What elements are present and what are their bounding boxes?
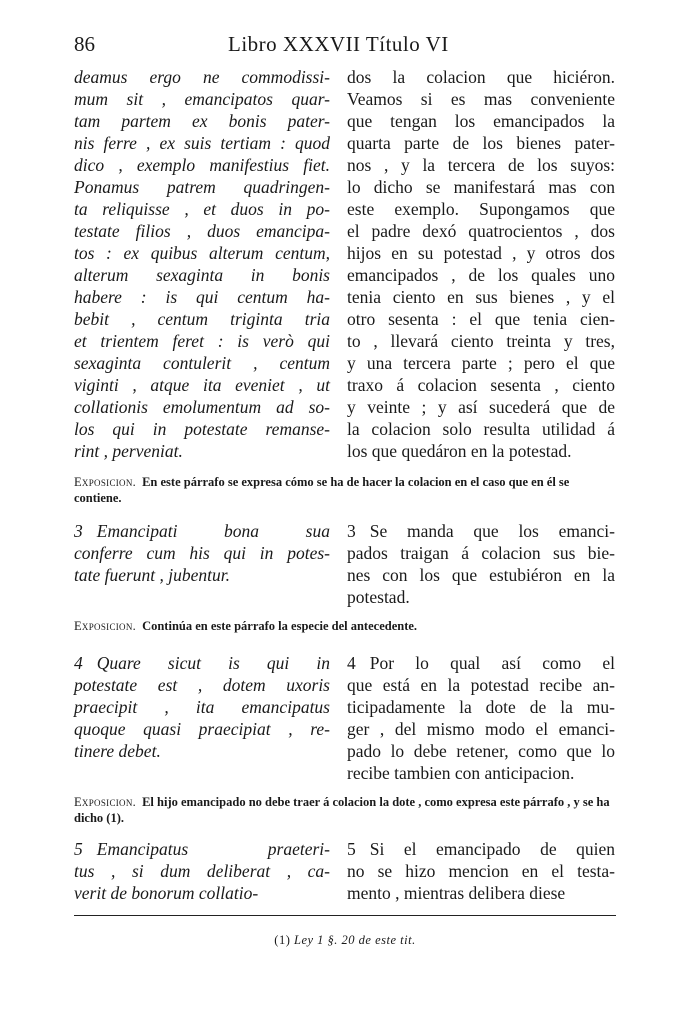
paragraph-number: 5 [347, 839, 356, 859]
exposicion-label: Exposicion. [74, 475, 137, 489]
text-line: habere : is qui centum ha- [74, 287, 330, 307]
text-line: tinere debet. [74, 741, 161, 761]
paragraph-5 [0, 838, 682, 908]
page-number: 86 [74, 32, 95, 56]
paragraph-number: 3 [74, 521, 83, 541]
text-line [74, 838, 330, 860]
text-line: emancipados , de los quales uno [347, 265, 615, 285]
text-line: viginti , atque ita eveniet , ut [74, 375, 330, 395]
text-line: pados traigan á colacion sus bie- [347, 543, 615, 563]
text-line: testate filios , duos emancipa- [74, 221, 330, 241]
exposicion-3 [74, 794, 616, 826]
text-line: lo dicho se manifestará mas con [347, 177, 615, 197]
paragraph-number: 4 [74, 653, 83, 673]
footnote-divider [74, 915, 616, 916]
text-line: nes con los que estubiéron en la [347, 565, 615, 585]
text-line [74, 652, 330, 674]
paragraph-number: 3 [347, 521, 356, 541]
latin-column [74, 66, 330, 462]
line-text: Quare sicut is qui in [96, 653, 330, 673]
text-line: ticipadamente la dote de la mu- [347, 697, 615, 717]
footnote-text: Ley 1 §. 20 de este tit. [294, 933, 416, 947]
paragraph-number: 5 [74, 839, 83, 859]
text-line: rint , perveniat. [74, 441, 183, 461]
text-line: traxo á colacion sesenta , ciento [347, 375, 615, 395]
text-line: tam partem ex bonis pater- [74, 111, 330, 131]
paragraph-3 [0, 520, 682, 610]
text-line: recibe tambien con anticipacion. [347, 763, 575, 783]
text-line: collationis emolumentum ad so- [74, 397, 330, 417]
text-line: ger , del mismo modo el emanci- [347, 719, 615, 739]
text-line: tate fuerunt , jubentur. [74, 565, 231, 585]
footnote-marker: (1) [274, 933, 291, 947]
text-line: verit de bonorum collatio- [74, 883, 259, 903]
text-line: la colacion solo resulta utilidad á [347, 419, 615, 439]
exposicion-2 [74, 618, 616, 634]
text-line: quarta parte de los bienes pater- [347, 133, 615, 153]
text-line: dico , exemplo manifestius fiet. [74, 155, 330, 175]
text-line: Veamos si es mas conveniente [347, 89, 615, 109]
text-line: y una tercera parte ; pero el que [347, 353, 615, 373]
text-line: deamus ergo ne commodissi- [74, 67, 330, 87]
text-line: este exemplo. Supongamos que [347, 199, 615, 219]
text-line: otro sesenta : el que tenia cien- [347, 309, 615, 329]
spanish-column [347, 66, 615, 462]
exposicion-text: El hijo emancipado no debe traer á colacion la dote , como expresa este párrafo , y se ha dicho (1). [74, 795, 610, 825]
text-line: tos : ex quibus alterum centum, [74, 243, 330, 263]
text-line: praecipit , ita emancipatus [74, 697, 330, 717]
latin-column [74, 838, 330, 904]
text-line: sexaginta contulerit , centum [74, 353, 330, 373]
text-line: los qui in potestate remanse- [74, 419, 330, 439]
paragraph-2 [0, 66, 682, 466]
text-line [347, 520, 615, 542]
line-text: Se manda que los emanci- [369, 521, 615, 541]
paragraph-4 [0, 652, 682, 786]
text-line: conferre cum his qui in potes- [74, 543, 330, 563]
exposicion-text: Continúa en este párrafo la especie del antecedente. [142, 619, 418, 633]
line-text: Emancipatus praeteri- [96, 839, 330, 859]
text-line: no se hizo mencion en el testa- [347, 861, 615, 881]
text-line: et trientem feret : is verò qui [74, 331, 330, 351]
text-line: que está en la potestad recibe an- [347, 675, 615, 695]
text-line: to , llevará ciento treinta y tres, [347, 331, 615, 351]
spanish-column [347, 838, 615, 904]
page-header [68, 32, 616, 62]
text-line [347, 652, 615, 674]
footnote [74, 933, 616, 948]
line-text: Si el emancipado de quien [369, 839, 615, 859]
exposicion-text: En este párrafo se expresa cómo se ha de hacer la colacion en el caso que en él se contiene. [74, 475, 570, 505]
text-line: el padre dexó quatrocientos , dos [347, 221, 615, 241]
text-line [74, 520, 330, 542]
spanish-column [347, 652, 615, 784]
text-line: bebit , centum triginta tria [74, 309, 330, 329]
exposicion-1 [74, 474, 616, 506]
running-title: Libro XXXVII Título VI [228, 32, 449, 56]
text-line: potestate est , dotem uxoris [74, 675, 330, 695]
text-line: quoque quasi praecipiat , re- [74, 719, 330, 739]
text-line: alterum sexaginta in bonis [74, 265, 330, 285]
line-text: Por lo qual así como el [369, 653, 615, 673]
text-line [347, 838, 615, 860]
text-line: los que quedáron en la potestad. [347, 441, 572, 461]
text-line: mum sit , emancipatos quar- [74, 89, 330, 109]
spanish-column [347, 520, 615, 608]
text-line: mento , mientras delibera diese [347, 883, 566, 903]
text-line: nis ferre , ex suis tertiam : quod [74, 133, 330, 153]
text-line: dos la colacion que hiciéron. [347, 67, 615, 87]
text-line: y veinte ; y así sucederá que de [347, 397, 615, 417]
text-line: tus , si dum deliberat , ca- [74, 861, 330, 881]
paragraph-number: 4 [347, 653, 356, 673]
latin-column [74, 652, 330, 762]
text-line: Ponamus patrem quadringen- [74, 177, 330, 197]
exposicion-label: Exposicion. [74, 795, 137, 809]
latin-column [74, 520, 330, 586]
text-line: que tengan los emancipados la [347, 111, 615, 131]
text-line: nos , y la tercera de los suyos: [347, 155, 615, 175]
text-line: potestad. [347, 587, 410, 607]
text-line: ta reliquisse , et duos in po- [74, 199, 330, 219]
text-line: tenia ciento en sus bienes , y el [347, 287, 615, 307]
line-text: Emancipati bona sua [96, 521, 330, 541]
text-line: hijos en su potestad , y otros dos [347, 243, 615, 263]
text-line: pado lo debe retener, como que lo [347, 741, 615, 761]
exposicion-label: Exposicion. [74, 619, 137, 633]
